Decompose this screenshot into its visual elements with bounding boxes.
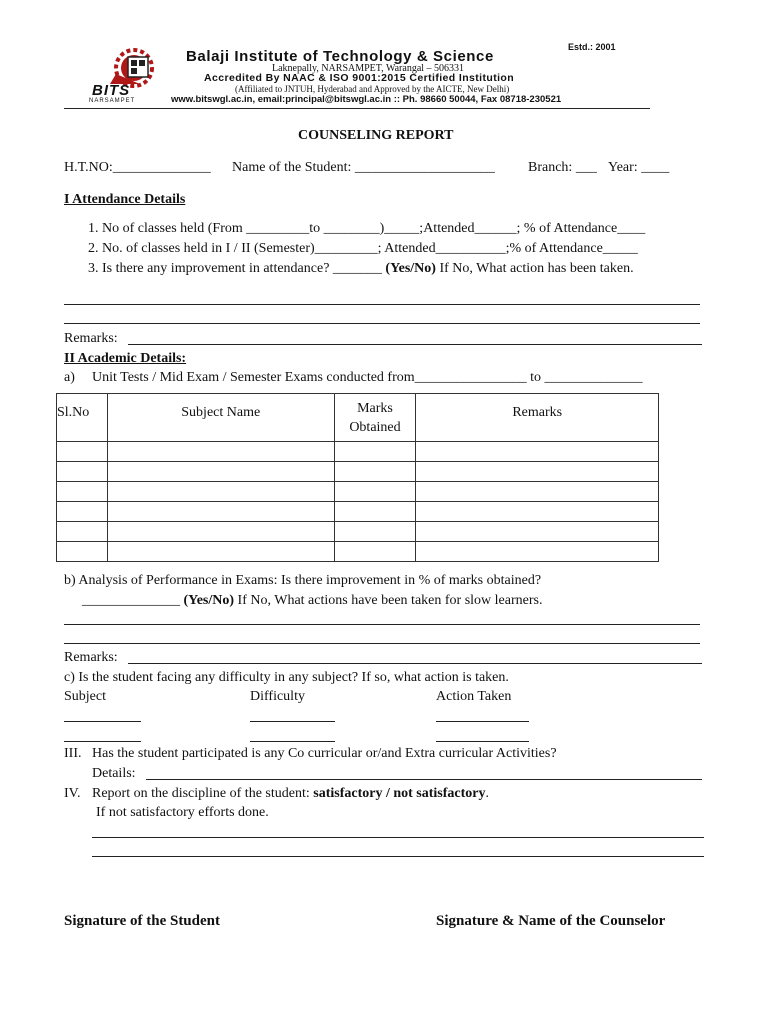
table-cell[interactable] [416, 442, 659, 462]
attendance-heading: I Attendance Details [64, 192, 186, 207]
col-marks-obtained: Marks Obtained [334, 394, 416, 442]
logo-text: BITS [92, 82, 131, 99]
attendance-action-line-1[interactable] [64, 304, 700, 305]
institute-address: Laknepally, NARSAMPET, Warangal – 506331 [272, 63, 465, 74]
marks-table [56, 393, 659, 562]
table-cell[interactable] [416, 462, 659, 482]
performance-blank: ______________ [82, 593, 184, 608]
exam-period-field[interactable]: Unit Tests / Mid Exam / Semester Exams conducted from________________ to ______________ [92, 370, 643, 385]
academic-a-label: a) [64, 370, 75, 385]
discipline-suffix: . [485, 786, 489, 801]
table-cell[interactable] [416, 502, 659, 522]
table-cell[interactable] [416, 482, 659, 502]
col-difficulty: Difficulty [250, 689, 305, 704]
discipline-number: IV. [64, 786, 81, 801]
table-cell[interactable] [107, 542, 334, 562]
subject-line-1[interactable] [64, 721, 141, 722]
difficulty-line-1[interactable] [250, 721, 335, 722]
table-row [57, 442, 659, 462]
table-row [57, 502, 659, 522]
discipline-report[interactable] [92, 786, 489, 802]
affiliation: (Affiliated to JNTUH, Hyderabad and Approved by the AICTE, New Delhi) [235, 84, 510, 94]
table-cell[interactable] [107, 502, 334, 522]
htno-field[interactable]: H.T.NO:______________ [64, 160, 211, 175]
activities-details-label: Details: [92, 766, 136, 781]
logo-subtext: NARSAMPET [89, 98, 136, 104]
performance-answer[interactable] [82, 593, 542, 609]
performance-remarks-line[interactable] [128, 663, 702, 664]
counselor-signature: Signature & Name of the Counselor [436, 913, 666, 929]
yes-no-option[interactable]: (Yes/No) [183, 593, 235, 608]
discipline-efforts-line-2[interactable] [92, 856, 704, 857]
table-cell[interactable] [334, 522, 416, 542]
table-cell[interactable] [107, 462, 334, 482]
student-signature: Signature of the Student [64, 913, 220, 929]
performance-suffix: If No, What actions have been taken for slow learners. [234, 593, 543, 608]
col-subject-name: Subject Name [107, 394, 334, 442]
table-cell[interactable] [334, 462, 416, 482]
established-year: Estd.: 2001 [568, 42, 616, 52]
header-rule [64, 108, 650, 109]
table-cell[interactable] [57, 462, 108, 482]
difficulty-line-2[interactable] [250, 741, 335, 742]
activities-number: III. [64, 746, 82, 761]
attendance-remarks-label: Remarks: [64, 331, 118, 346]
performance-remarks-label: Remarks: [64, 650, 118, 665]
action-line-2[interactable] [436, 741, 529, 742]
activities-question: Has the student participated is any Co curricular or/and Extra curricular Activities? [92, 746, 557, 761]
institute-name: Balaji Institute of Technology & Science [186, 48, 494, 65]
attendance-item-3-prefix: 3. Is there any improvement in attendance? _______ [88, 261, 386, 276]
report-title: COUNSELING REPORT [298, 128, 454, 143]
col-action-taken: Action Taken [436, 689, 512, 704]
student-name-field[interactable]: Name of the Student: ____________________ [232, 160, 495, 175]
col-subject: Subject [64, 689, 106, 704]
table-cell[interactable] [334, 482, 416, 502]
table-cell[interactable] [334, 542, 416, 562]
table-cell[interactable] [416, 522, 659, 542]
attendance-item-3-suffix: If No, What action has been taken. [435, 261, 634, 276]
contact-info: www.bitswgl.ac.in, email:principal@bitswgl.ac.in :: Ph. 98660 50044, Fax 08718-230521 [171, 94, 562, 105]
discipline-prefix: Report on the discipline of the student: [92, 786, 314, 801]
action-line-1[interactable] [436, 721, 529, 722]
table-cell[interactable] [57, 542, 108, 562]
table-row [57, 462, 659, 482]
attendance-remarks-line[interactable] [128, 344, 702, 345]
table-row [57, 522, 659, 542]
col-slno: Sl.No [57, 394, 108, 442]
table-cell[interactable] [107, 442, 334, 462]
attendance-item-3[interactable] [88, 261, 634, 277]
yes-no-option[interactable]: (Yes/No) [385, 261, 436, 276]
activities-details-line[interactable] [146, 779, 702, 780]
discipline-efforts-line-1[interactable] [92, 837, 704, 838]
table-cell[interactable] [107, 522, 334, 542]
col-remarks: Remarks [416, 394, 659, 442]
performance-question: b) Analysis of Performance in Exams: Is there improvement in % of marks obtained? [64, 573, 542, 588]
marks-table-header [57, 394, 659, 442]
year-field[interactable]: Year: ____ [608, 160, 670, 175]
academic-heading: II Academic Details: [64, 351, 187, 366]
attendance-action-line-2[interactable] [64, 323, 700, 324]
performance-action-line-2[interactable] [64, 643, 700, 644]
table-row [57, 482, 659, 502]
attendance-item-2[interactable]: 2. No. of classes held in I / II (Semester)_________; Attended__________;% of Attendance_____ [88, 241, 638, 256]
discipline-options[interactable]: satisfactory / not satisfactory [313, 786, 486, 801]
subject-line-2[interactable] [64, 741, 141, 742]
discipline-efforts-label: If not satisfactory efforts done. [96, 805, 269, 820]
table-cell[interactable] [334, 442, 416, 462]
table-cell[interactable] [107, 482, 334, 502]
attendance-item-1[interactable]: 1. No of classes held (From _________to ________)_____;Attended______; % of Attendance____ [88, 221, 646, 236]
table-cell[interactable] [57, 482, 108, 502]
table-cell[interactable] [57, 522, 108, 542]
performance-action-line-1[interactable] [64, 624, 700, 625]
table-cell[interactable] [57, 442, 108, 462]
table-cell[interactable] [334, 502, 416, 522]
branch-field[interactable]: Branch: ___ [528, 160, 597, 175]
table-row [57, 542, 659, 562]
table-cell[interactable] [57, 502, 108, 522]
accreditation: Accredited By NAAC & ISO 9001:2015 Certified Institution [204, 72, 515, 84]
table-cell[interactable] [416, 542, 659, 562]
difficulty-question: c) Is the student facing any difficulty in any subject? If so, what action is taken. [64, 670, 509, 685]
